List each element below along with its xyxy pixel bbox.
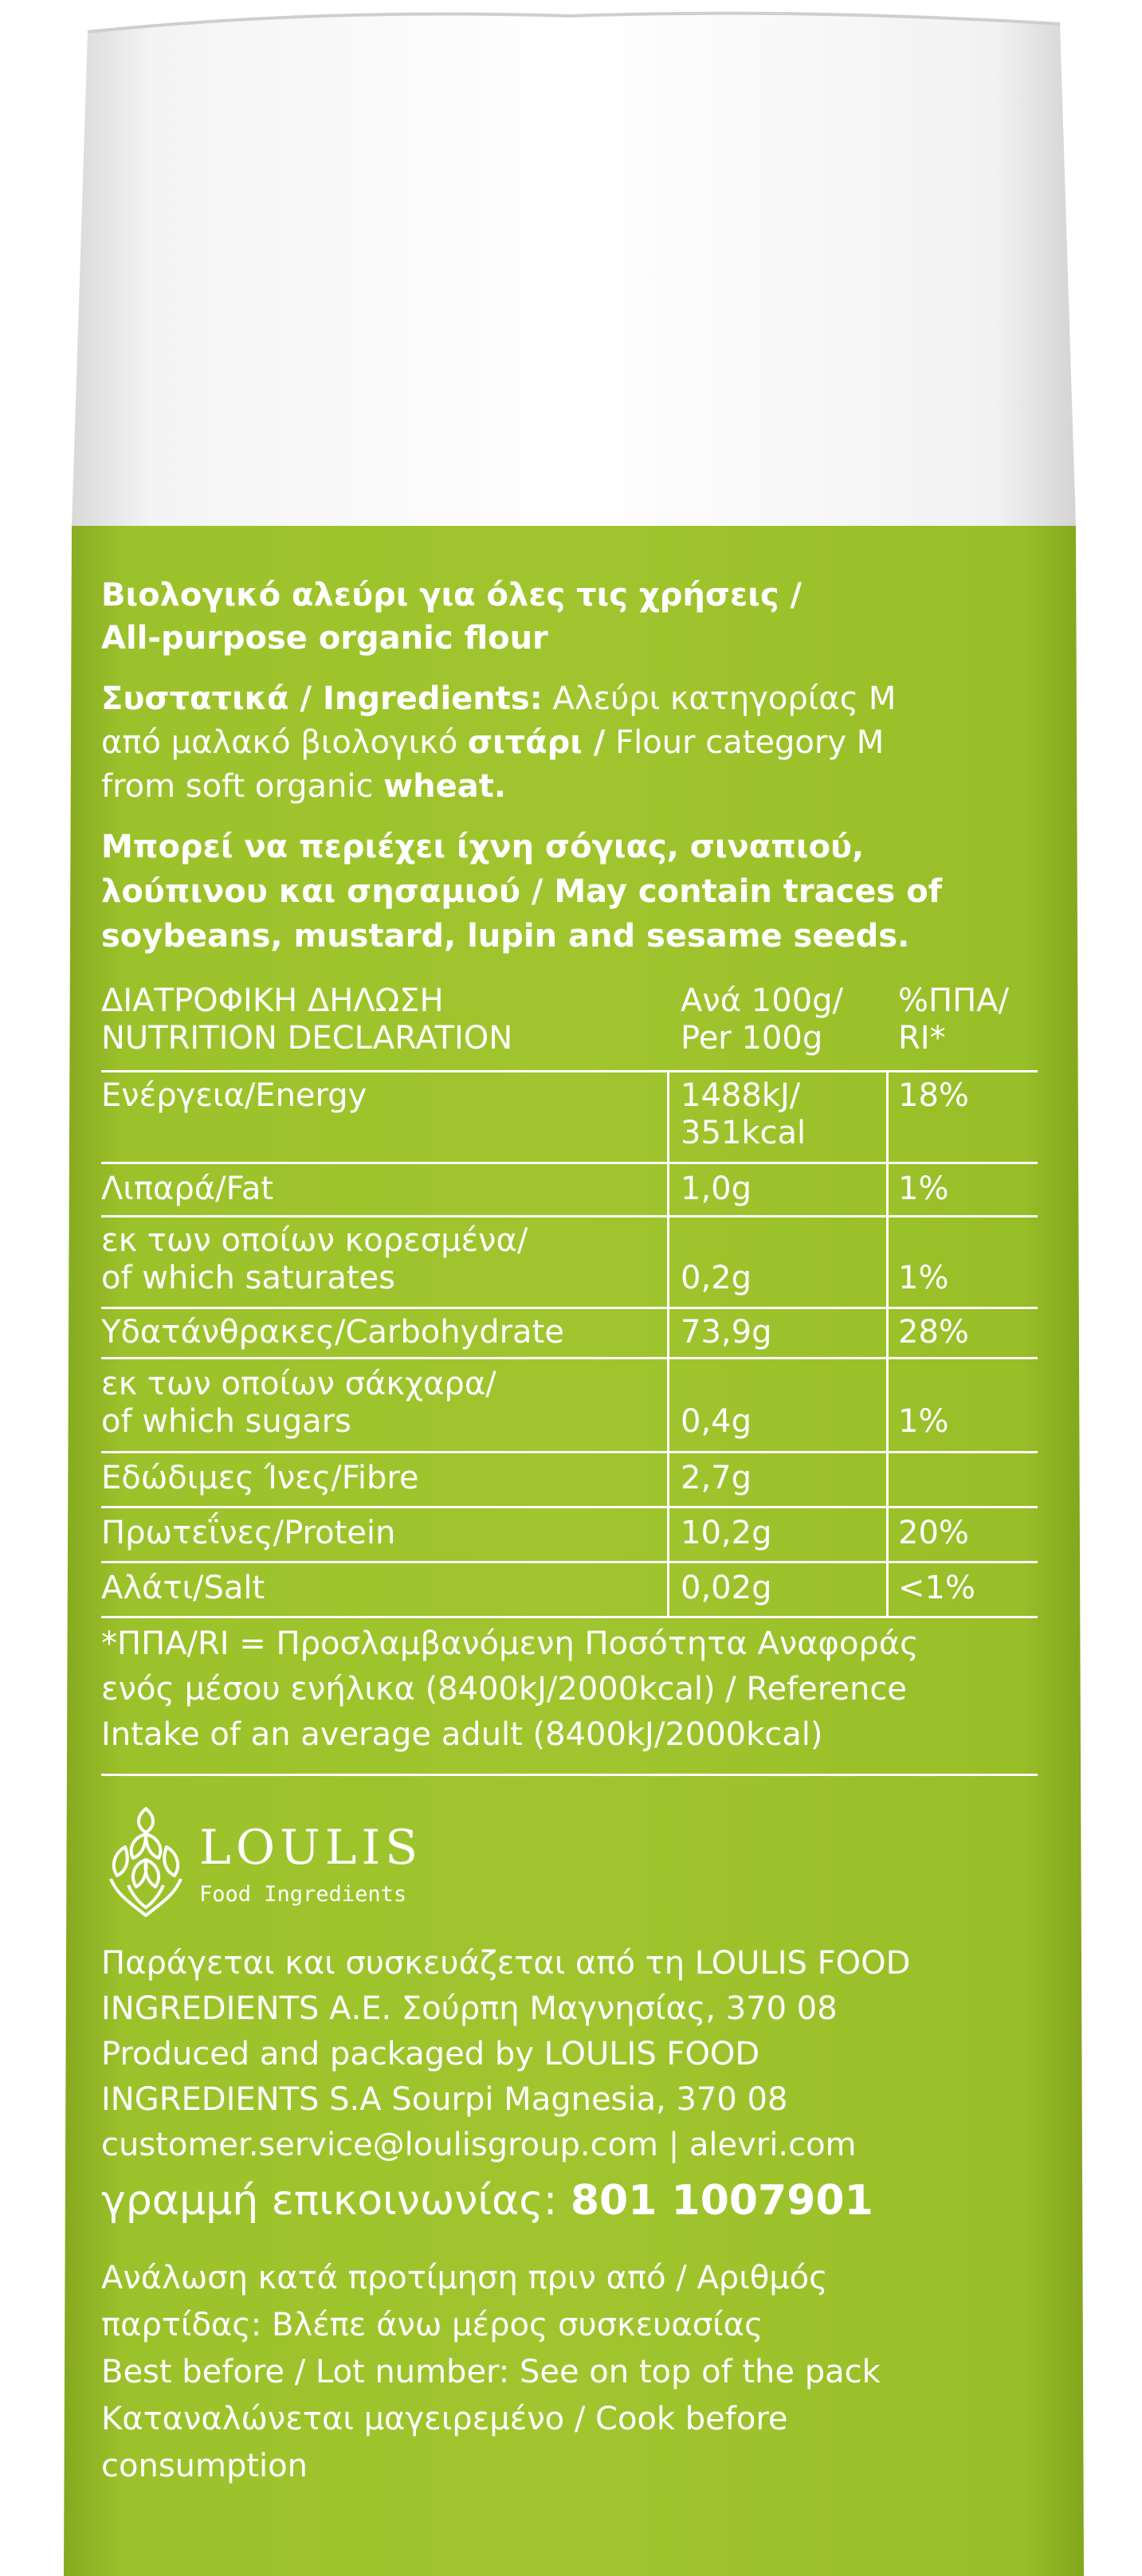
nutrient-value: 10,2g [681, 1515, 772, 1551]
producer-line: INGREDIENTS Α.Ε. Σούρπη Μαγνησίας, 370 08 [101, 1990, 838, 2027]
producer-line: Produced and packaged by LOULIS FOOD [101, 2036, 760, 2072]
ingredients-text: from soft organic [101, 768, 384, 805]
nutrient-value: 0,4g [681, 1403, 752, 1440]
nutrition-table [101, 976, 1038, 1618]
nutrient-ri: 20% [898, 1515, 969, 1551]
nutrient-name: of which saturates [101, 1260, 395, 1296]
footnote-line: ενός μέσου ενήλικα (8400kJ/2000kcal) / Reference [101, 1671, 907, 1708]
best-before-info [101, 2255, 881, 2490]
nutrient-value: 73,9g [681, 1314, 772, 1351]
allergen-wheat-en: wheat. [383, 768, 507, 805]
nutrition-header-en: NUTRITION DECLARATION [101, 1020, 513, 1057]
best-before-line: Best before / Lot number: See on top of the pack [101, 2354, 881, 2390]
section-divider [101, 1774, 1038, 1776]
nutrient-name: Υδατάνθρακες/Carbohydrate [101, 1314, 564, 1351]
nutrient-value: 1488kJ/ [681, 1077, 801, 1114]
title-greek: Βιολογικό αλεύρι για όλες τις χρήσεις / [101, 577, 803, 614]
nutrient-value: 351kcal [681, 1115, 806, 1151]
producer-line: Παράγεται και συσκευάζεται από τη LOULIS FOOD [101, 1945, 911, 1982]
footnote-line: *ΠΠΑ/RI = Προσλαμβανόμενη Ποσότητα Αναφοράς [101, 1625, 919, 1662]
brand-name: LOULIS [199, 1820, 423, 1876]
allergen-wheat-gr: σιτάρι / [467, 724, 606, 761]
nutrition-row-fibre [101, 1453, 1038, 1508]
nutrition-row-sugars [101, 1359, 1038, 1453]
nutrient-name: Λιπαρά/Fat [101, 1170, 274, 1207]
nutrition-row-protein [101, 1508, 1038, 1563]
ri-header: %ΠΠΑ/ [898, 982, 1010, 1019]
allergen-line: λούπινου και σησαμιού / May contain traces of [101, 873, 943, 910]
nutrient-ri: 1% [898, 1403, 949, 1440]
title-english: All-purpose organic flour [101, 620, 548, 657]
customer-hotline [101, 2175, 873, 2226]
nutrient-ri: 1% [898, 1170, 949, 1207]
ingredients-text: Αλεύρι κατηγορίας Μ [542, 680, 897, 717]
per-100g-gr: Ανά 100g/ [681, 982, 844, 1019]
nutrient-name: of which sugars [101, 1403, 351, 1440]
contact-line: customer.service@loulisgroup.com | alevri.com [101, 2127, 857, 2163]
nutrient-name: εκ των οποίων σάκχαρα/ [101, 1366, 496, 1402]
nutrient-name: Εδώδιμες Ίνες/Fibre [101, 1460, 419, 1496]
nutrient-name: Πρωτεΐνες/Protein [101, 1515, 396, 1551]
footnote-line: Intake of an average adult (8400kJ/2000kcal) [101, 1716, 823, 1753]
cooking-line: Καταναλώνεται μαγειρεμένο / Cook before [101, 2401, 788, 2437]
nutrient-ri: 18% [898, 1077, 969, 1114]
ingredients-block [101, 677, 896, 809]
product-title [101, 574, 802, 660]
ingredients-label: Συστατικά / Ingredients: [101, 680, 543, 717]
nutrient-value: 2,7g [681, 1460, 752, 1496]
nutrient-value: 1,0g [681, 1170, 752, 1207]
best-before-line: Ανάλωση κατά προτίμηση πριν από / Αριθμός [101, 2260, 828, 2296]
per-100g-en: Per 100g [681, 1020, 823, 1057]
nutrition-row-carbohydrate [101, 1309, 1038, 1359]
allergen-line: Μπορεί να περιέχει ίχνη σόγιας, σιναπιού, [101, 829, 865, 865]
ingredients-text: Flour category M [605, 724, 885, 761]
loulis-logo [101, 1802, 659, 1922]
nutrition-header [101, 976, 1038, 1072]
nutrition-row-saturates [101, 1217, 1038, 1309]
allergen-warning [101, 825, 942, 959]
hotline-label: γραμμή επικοινωνίας: [101, 2177, 571, 2225]
cooking-line: consumption [101, 2448, 308, 2484]
nutrient-value: 0,2g [681, 1260, 752, 1296]
nutrient-ri: 1% [898, 1260, 949, 1296]
nutrition-header-gr: ΔΙΑΤΡΟΦΙΚΗ ΔΗΛΩΣΗ [101, 982, 444, 1019]
ingredients-text: από μαλακό βιολογικό [101, 724, 468, 761]
wheat-logo-icon [101, 1802, 190, 1922]
nutrition-row-fat [101, 1164, 1038, 1217]
nutrient-ri: <1% [898, 1570, 975, 1606]
nutrition-row-energy [101, 1072, 1038, 1164]
nutrition-row-salt [101, 1563, 1038, 1618]
nutrient-name: Ενέργεια/Energy [101, 1077, 367, 1114]
nutrient-name: εκ των οποίων κορεσμένα/ [101, 1222, 528, 1259]
ri-header: RI* [898, 1020, 946, 1057]
producer-line: INGREDIENTS S.A Sourpi Magnesia, 370 08 [101, 2081, 788, 2118]
producer-info [101, 1941, 910, 2168]
nutrient-name: Αλάτι/Salt [101, 1570, 265, 1606]
nutrient-ri: 28% [898, 1314, 969, 1351]
nutrient-value: 0,02g [681, 1570, 772, 1606]
hotline-number: 801 1007901 [570, 2177, 873, 2225]
brand-subtitle: Food Ingredients [199, 1882, 407, 1907]
ri-footnote [101, 1621, 919, 1758]
allergen-line: soybeans, mustard, lupin and sesame seeds. [101, 918, 910, 955]
best-before-line: παρτίδας: Βλέπε άνω μέρος συσκευασίας [101, 2307, 763, 2343]
